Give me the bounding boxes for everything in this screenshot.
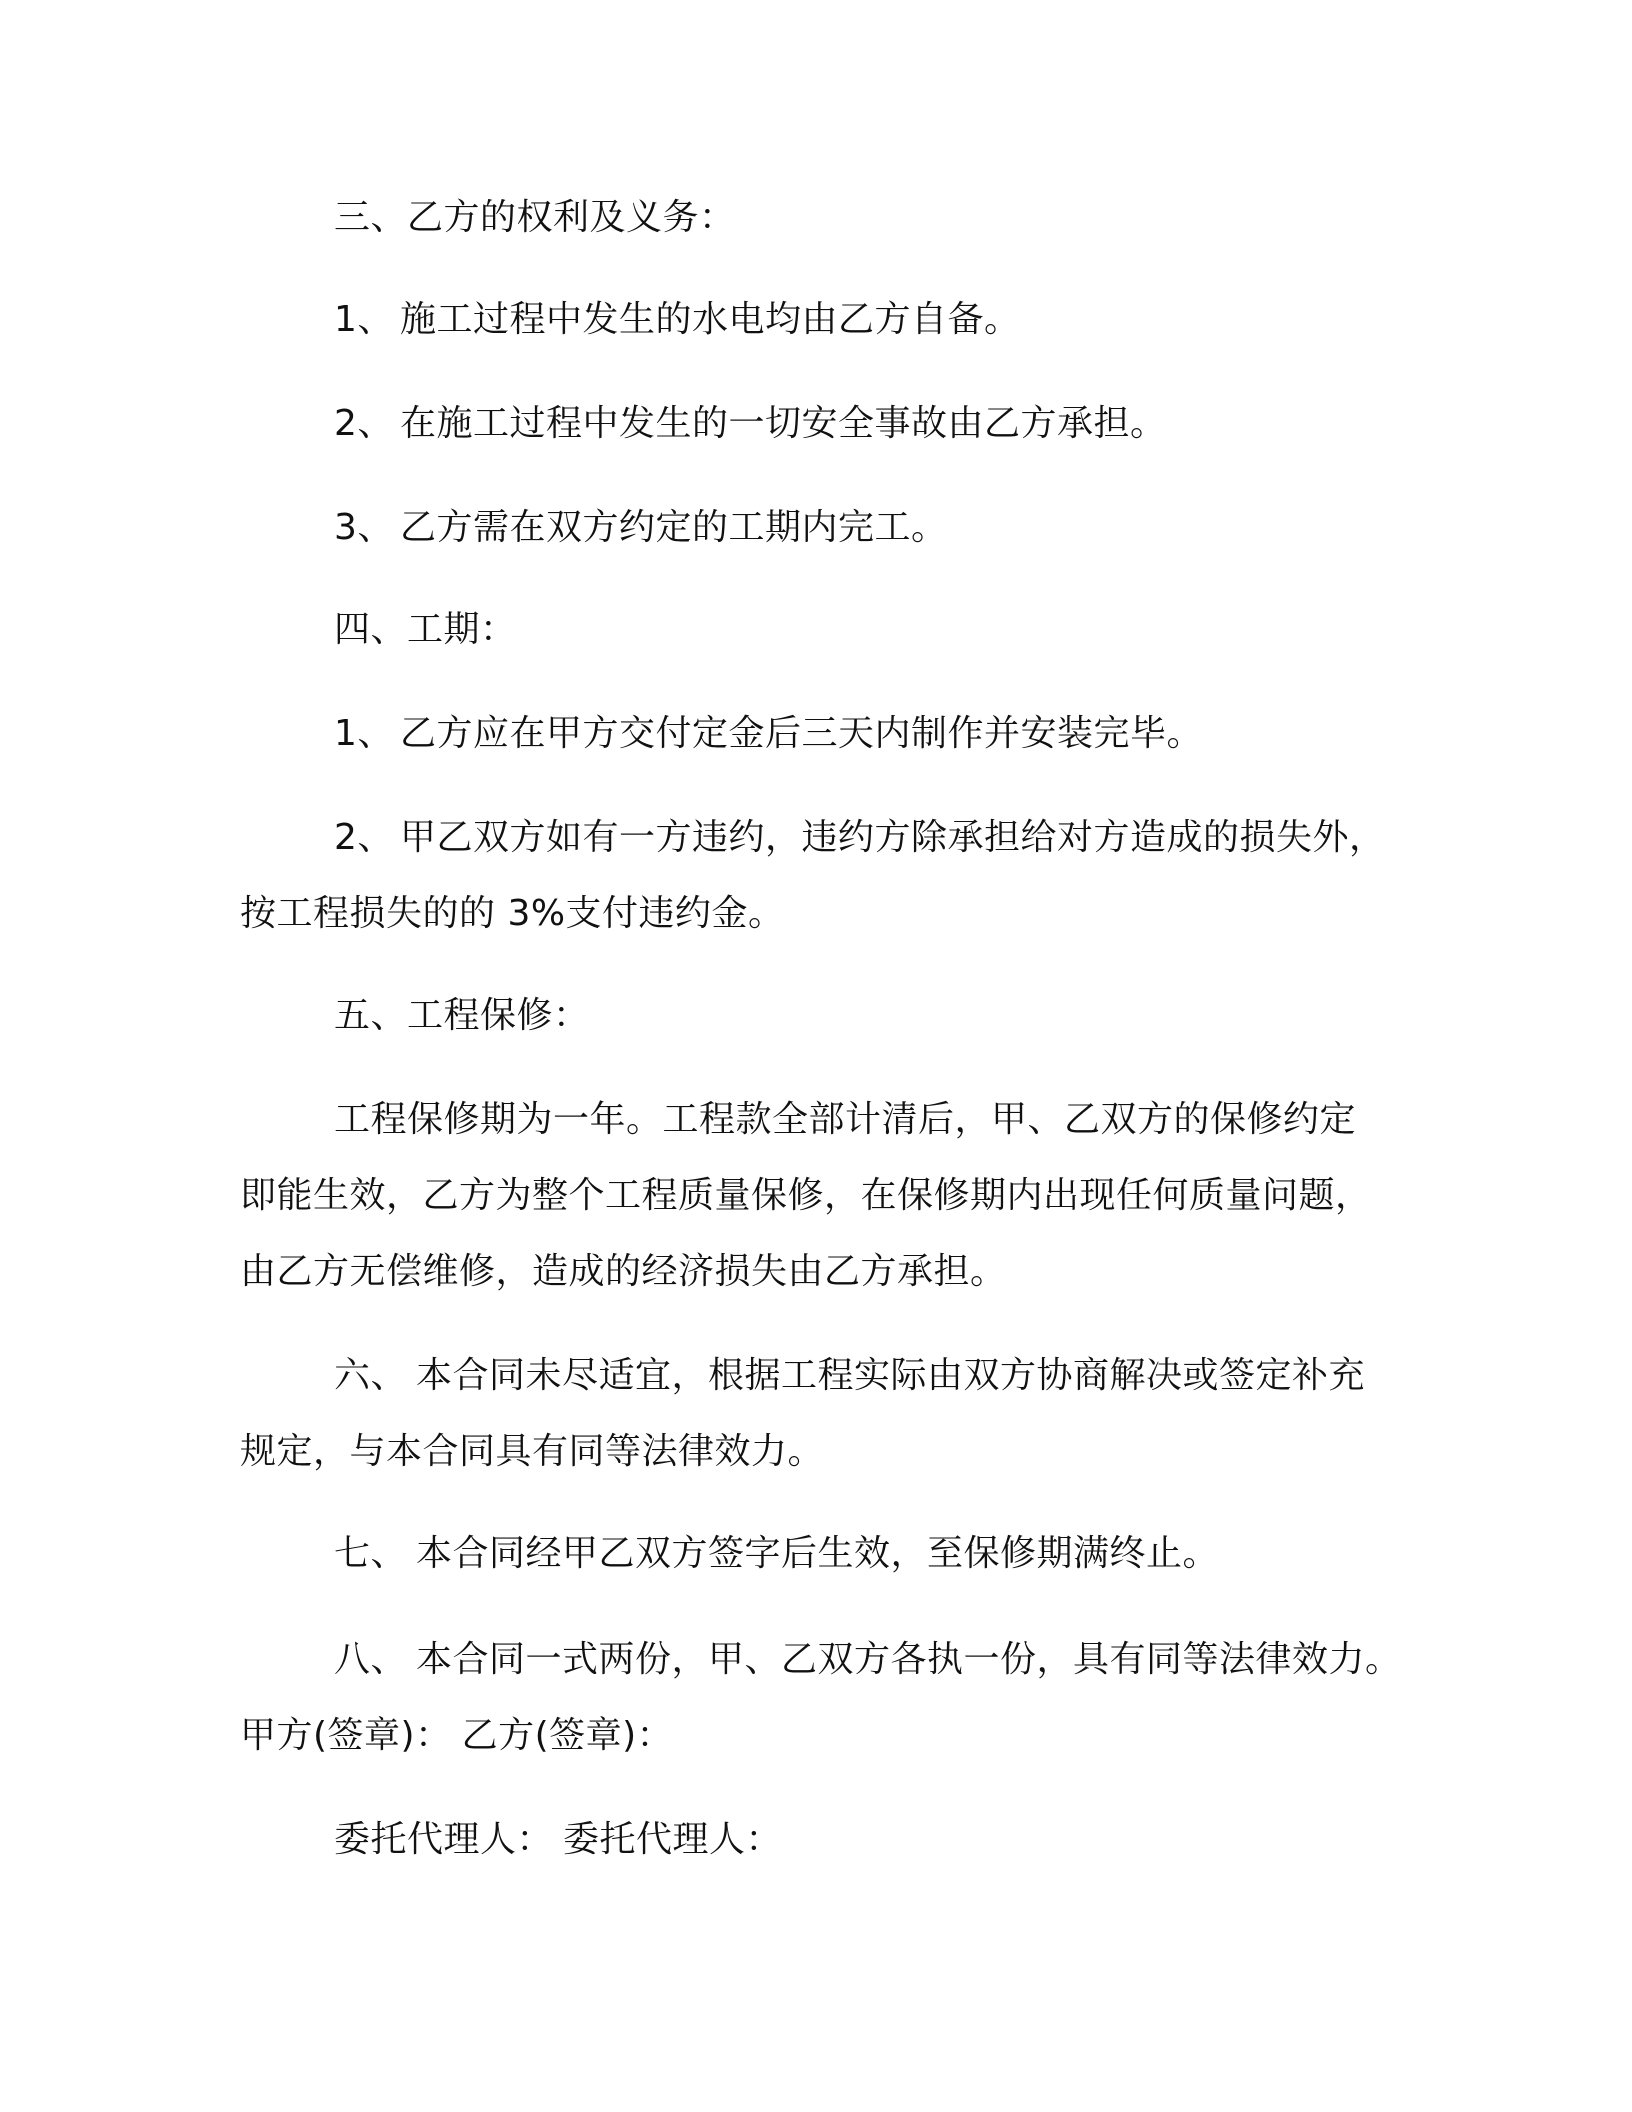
- item-number: 2、: [334, 817, 394, 858]
- section-5-paragraph-line-3: 由乙方无偿维修，造成的经济损失由乙方承担。: [240, 1251, 1007, 1292]
- item-text: 甲乙双方如有一方违约，违约方除承担给对方造成的损失外，: [400, 817, 1386, 858]
- section-5-paragraph-line-2: 即能生效，乙方为整个工程质量保修，在保修期内出现任何质量问题，: [240, 1175, 1372, 1216]
- section-3-item-1: [334, 298, 1021, 342]
- section-7: 七、 本合同经甲乙双方签字后生效，至保修期满终止。: [334, 1533, 1220, 1574]
- section-3-heading: 三、乙方的权利及义务：: [334, 197, 736, 238]
- item-number: 2、: [334, 403, 394, 444]
- section-5-paragraph-line-1: 工程保修期为一年。工程款全部计清后，甲、乙双方的保修约定: [334, 1099, 1357, 1140]
- party-b-agent-label: 委托代理人：: [563, 1819, 783, 1860]
- signature-row-agents: [334, 1818, 782, 1862]
- party-a-signature-label: 甲方(签章)：: [240, 1715, 452, 1756]
- party-a-agent-label: 委托代理人：: [334, 1819, 554, 1860]
- section-8: 八、 本合同一式两份，甲、乙双方各执一份，具有同等法律效力。: [334, 1639, 1402, 1680]
- party-b-signature-label: 乙方(签章)：: [461, 1715, 674, 1756]
- item-number: 1、: [334, 299, 394, 340]
- item-text: 在施工过程中发生的一切安全事故由乙方承担。: [400, 403, 1167, 444]
- section-6-line-2: 规定，与本合同具有同等法律效力。: [240, 1431, 825, 1472]
- section-number: 六、: [334, 1355, 408, 1396]
- item-text: 施工过程中发生的水电均由乙方自备。: [400, 299, 1021, 340]
- item-number: 1、: [334, 713, 394, 754]
- section-4-item-2: [334, 816, 1386, 860]
- section-number: 八、: [334, 1639, 408, 1680]
- section-5-heading: 五、工程保修：: [334, 995, 590, 1036]
- section-6-line-1: 六、 本合同未尽适宜，根据工程实际由双方协商解决或签定补充: [334, 1355, 1366, 1396]
- section-3-item-2: [334, 402, 1167, 446]
- signature-row-parties: [240, 1714, 673, 1758]
- section-4-heading: 四、工期：: [334, 609, 517, 650]
- item-number: 3、: [334, 507, 394, 548]
- section-number: 七、: [334, 1533, 408, 1574]
- item-text: 乙方应在甲方交付定金后三天内制作并安装完毕。: [400, 713, 1204, 754]
- section-4-item-1: [334, 712, 1203, 756]
- item-text: 乙方需在双方约定的工期内完工。: [400, 507, 948, 548]
- section-3-item-3: [334, 506, 948, 550]
- section-4-item-2-continuation: 按工程损失的的 3%支付违约金。: [240, 893, 785, 934]
